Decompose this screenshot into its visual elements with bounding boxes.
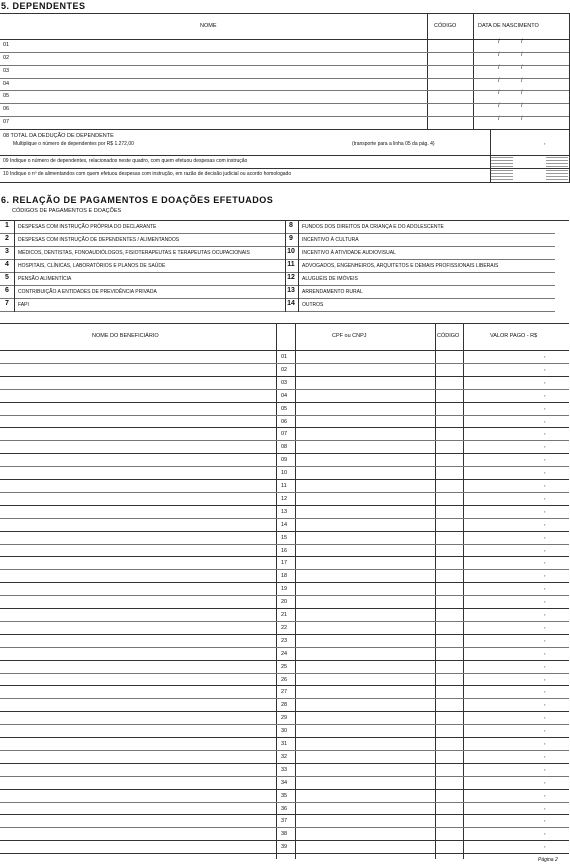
row-number: 18 bbox=[281, 573, 288, 580]
payment-row[interactable] bbox=[0, 724, 569, 737]
dependent-row[interactable] bbox=[0, 116, 569, 129]
row09-label: 09 Indique o número de dependentes, relacionados neste quadro, com quem efetuou despesas com instrução bbox=[3, 158, 248, 164]
payment-row[interactable] bbox=[0, 479, 569, 492]
row-number: 37 bbox=[281, 818, 288, 825]
row-number: 39 bbox=[281, 844, 288, 851]
payment-row[interactable] bbox=[0, 776, 569, 789]
payment-row[interactable] bbox=[0, 608, 569, 621]
row08-value-field[interactable]: , bbox=[544, 140, 546, 146]
payment-code-description: OUTROS bbox=[302, 302, 324, 308]
payment-row[interactable] bbox=[0, 466, 569, 479]
payment-code: 8 bbox=[289, 222, 293, 229]
row-number: 02 bbox=[3, 54, 10, 61]
value-comma: , bbox=[544, 559, 546, 566]
section5-title: 5. DEPENDENTES bbox=[1, 1, 86, 11]
value-comma: , bbox=[544, 830, 546, 837]
row-number: 03 bbox=[281, 379, 288, 386]
payment-row[interactable] bbox=[0, 711, 569, 724]
value-comma: , bbox=[544, 752, 546, 759]
payment-row[interactable] bbox=[0, 350, 569, 363]
date-separator: / bbox=[521, 64, 523, 71]
value-comma: , bbox=[544, 533, 546, 540]
payment-code-description: INCENTIVO À ATIVIDADE AUDIOVISUAL bbox=[302, 250, 396, 256]
payment-code: 10 bbox=[287, 248, 295, 255]
payment-row[interactable] bbox=[0, 582, 569, 595]
payment-row[interactable] bbox=[0, 492, 569, 505]
value-comma: , bbox=[544, 391, 546, 398]
payment-row[interactable] bbox=[0, 518, 569, 531]
value-comma: , bbox=[544, 611, 546, 617]
date-separator: / bbox=[521, 103, 523, 110]
payment-code-description: PENSÃO ALIMENTÍCIA bbox=[18, 276, 72, 282]
payment-row[interactable] bbox=[0, 569, 569, 582]
payment-row[interactable] bbox=[0, 389, 569, 402]
row-number: 24 bbox=[281, 650, 288, 657]
row-number: 06 bbox=[281, 418, 288, 425]
row-number: 05 bbox=[281, 405, 288, 412]
row-number: 28 bbox=[281, 702, 288, 709]
row-number: 36 bbox=[281, 805, 288, 812]
row-number: 07 bbox=[3, 119, 10, 126]
value-comma: , bbox=[544, 456, 546, 463]
value-comma: , bbox=[544, 636, 546, 643]
payment-row[interactable] bbox=[0, 685, 569, 698]
col-valor-header: VALOR PAGO - R$ bbox=[490, 333, 538, 339]
value-comma: , bbox=[544, 494, 546, 501]
payment-code-description: MÉDICOS, DENTISTAS, FONOAUDIÓLOGOS, FISIOTERAPEUTAS E TERAPEUTAS OCUPACIONAIS bbox=[18, 250, 250, 256]
row-number: 16 bbox=[281, 547, 288, 554]
payment-code-description: ARRENDAMENTO RURAL bbox=[302, 289, 363, 295]
date-separator: / bbox=[498, 103, 500, 110]
date-separator: / bbox=[498, 51, 500, 58]
payment-row[interactable] bbox=[0, 621, 569, 634]
dependent-row[interactable] bbox=[0, 65, 569, 78]
payment-row[interactable] bbox=[0, 634, 569, 647]
row-number: 04 bbox=[3, 80, 10, 87]
row-number: 01 bbox=[3, 42, 10, 48]
value-comma: , bbox=[544, 482, 546, 488]
dependent-row[interactable] bbox=[0, 90, 569, 103]
row-number: 31 bbox=[281, 741, 288, 747]
payment-code: 3 bbox=[5, 248, 9, 255]
value-comma: , bbox=[544, 546, 546, 553]
value-comma: , bbox=[544, 714, 546, 721]
date-separator: / bbox=[498, 116, 500, 123]
row-number: 23 bbox=[281, 637, 288, 644]
payment-code-description: DESPESAS COM INSTRUÇÃO PRÓPRIA DO DECLARANTE bbox=[18, 224, 157, 230]
value-comma: , bbox=[544, 688, 546, 695]
payment-row[interactable] bbox=[0, 505, 569, 518]
payment-code-description: DESPESAS COM INSTRUÇÃO DE DEPENDENTES / ALIMENTANDOS bbox=[18, 237, 180, 243]
value-comma: , bbox=[544, 791, 546, 798]
payment-row[interactable] bbox=[0, 415, 569, 428]
payment-code-description: CONTRIBUIÇÃO A ENTIDADES DE PREVIDÊNCIA PRIVADA bbox=[18, 289, 157, 295]
col-data-header: DATA DE NASCIMENTO bbox=[478, 23, 539, 29]
payment-code: 12 bbox=[287, 274, 295, 281]
value-comma: , bbox=[544, 598, 546, 605]
payment-code: 6 bbox=[5, 287, 9, 294]
page-number: Página 2 bbox=[538, 857, 558, 863]
value-comma: , bbox=[544, 765, 546, 772]
row08-sub: Multiplique o número de dependentes por R$ 1.272,00 bbox=[13, 141, 134, 147]
date-separator: / bbox=[498, 64, 500, 71]
row-number: 07 bbox=[281, 431, 288, 438]
dependent-row[interactable] bbox=[0, 52, 569, 65]
value-comma: , bbox=[544, 778, 546, 785]
payment-row[interactable] bbox=[0, 660, 569, 673]
payment-row[interactable] bbox=[0, 440, 569, 453]
payment-row[interactable] bbox=[0, 737, 569, 750]
payment-row[interactable] bbox=[0, 763, 569, 776]
col-nome-header: NOME bbox=[200, 23, 217, 29]
date-separator: / bbox=[498, 39, 500, 45]
value-comma: , bbox=[544, 843, 546, 850]
payment-row[interactable] bbox=[0, 544, 569, 557]
value-comma: , bbox=[544, 365, 546, 372]
value-comma: , bbox=[544, 585, 546, 592]
row-number: 34 bbox=[281, 779, 288, 786]
value-comma: , bbox=[544, 404, 546, 411]
row-number: 10 bbox=[281, 470, 288, 477]
section6-subtitle: CÓDIGOS DE PAGAMENTOS E DOAÇÕES bbox=[12, 208, 122, 214]
payment-row[interactable] bbox=[0, 802, 569, 815]
row-number: 22 bbox=[281, 624, 288, 631]
value-comma: , bbox=[544, 520, 546, 527]
row-number: 03 bbox=[3, 67, 10, 74]
row-number: 27 bbox=[281, 689, 288, 696]
payment-code-description: FUNDOS DOS DIREITOS DA CRIANÇA E DO ADOLESCENTE bbox=[302, 224, 444, 230]
row-number: 32 bbox=[281, 753, 288, 760]
value-comma: , bbox=[544, 469, 546, 476]
value-comma: , bbox=[544, 817, 546, 824]
value-comma: , bbox=[544, 378, 546, 385]
payment-row[interactable] bbox=[0, 750, 569, 763]
row10-label: 10 Indique o nº de alimentandos com quem efetuou despesas com instrução, em razão de decisão judicial ou acordo homologado bbox=[3, 171, 292, 177]
date-separator: / bbox=[521, 77, 523, 84]
row-number: 09 bbox=[281, 457, 288, 464]
payment-row[interactable] bbox=[0, 673, 569, 686]
row08-note: (transporte para a linha 05 da pág. 4) bbox=[352, 141, 435, 147]
row-number: 20 bbox=[281, 599, 288, 606]
value-comma: , bbox=[544, 727, 546, 734]
payment-code: 13 bbox=[287, 287, 295, 294]
payment-code: 9 bbox=[289, 235, 293, 242]
value-comma: , bbox=[544, 443, 546, 450]
dependent-row[interactable] bbox=[0, 39, 569, 52]
payment-row[interactable] bbox=[0, 453, 569, 466]
payment-code: 2 bbox=[5, 235, 9, 242]
value-comma: , bbox=[544, 623, 546, 630]
row-number: 38 bbox=[281, 831, 288, 838]
value-comma: , bbox=[544, 353, 546, 359]
payment-code: 5 bbox=[5, 274, 9, 281]
date-separator: / bbox=[498, 90, 500, 97]
payment-row[interactable] bbox=[0, 647, 569, 660]
value-comma: , bbox=[544, 430, 546, 437]
row-number: 13 bbox=[281, 508, 288, 515]
col-codigo-header: CÓDIGO bbox=[434, 23, 457, 29]
payment-row[interactable] bbox=[0, 402, 569, 415]
payment-code-description: INCENTIVO À CULTURA bbox=[302, 237, 359, 243]
payment-code-description: ADVOGADOS, ENGENHEIROS, ARQUITETOS E DEMAIS PROFISSIONAIS LIBERAIS bbox=[302, 263, 499, 269]
row-number: 02 bbox=[281, 366, 288, 373]
dependent-row[interactable] bbox=[0, 103, 569, 116]
payment-code-description: HOSPITAIS, CLÍNICAS, LABORATÓRIOS E PLANOS DE SAÚDE bbox=[18, 263, 166, 269]
date-separator: / bbox=[521, 90, 523, 97]
payment-row[interactable] bbox=[0, 698, 569, 711]
section6-title: 6. RELAÇÃO DE PAGAMENTOS E DOAÇÕES EFETUADOS bbox=[1, 195, 274, 205]
payment-code: 1 bbox=[5, 222, 9, 229]
date-separator: / bbox=[521, 51, 523, 58]
payment-row[interactable] bbox=[0, 840, 569, 853]
col-codigo-header: CÓDIGO bbox=[437, 333, 460, 339]
payment-row[interactable] bbox=[0, 595, 569, 608]
dependent-row[interactable] bbox=[0, 78, 569, 91]
payment-row[interactable] bbox=[0, 363, 569, 376]
col-beneficiario-header: NOME DO BENEFICIÁRIO bbox=[92, 333, 159, 339]
payment-row[interactable] bbox=[0, 427, 569, 440]
row-number: 19 bbox=[281, 586, 288, 593]
row-number: 25 bbox=[281, 663, 288, 670]
row-number: 30 bbox=[281, 728, 288, 735]
payment-code-description: ALUGUÉIS DE IMÓVEIS bbox=[302, 276, 358, 282]
payment-code-description: FAPI bbox=[18, 302, 29, 308]
value-comma: , bbox=[544, 417, 546, 424]
row-number: 08 bbox=[281, 444, 288, 451]
payment-row[interactable] bbox=[0, 531, 569, 544]
value-comma: , bbox=[544, 572, 546, 579]
payment-code: 4 bbox=[5, 261, 9, 268]
col-cpf-header: CPF ou CNPJ bbox=[332, 333, 367, 339]
row-number: 15 bbox=[281, 534, 288, 541]
row-number: 06 bbox=[3, 106, 10, 113]
payment-row[interactable] bbox=[0, 556, 569, 569]
payment-code: 11 bbox=[287, 261, 295, 268]
payment-row[interactable] bbox=[0, 789, 569, 802]
row-number: 33 bbox=[281, 766, 288, 773]
row-number: 05 bbox=[3, 93, 10, 100]
row-number: 04 bbox=[281, 392, 288, 399]
value-comma: , bbox=[544, 649, 546, 656]
payment-code: 7 bbox=[5, 300, 9, 307]
payment-row[interactable] bbox=[0, 814, 569, 827]
value-comma: , bbox=[544, 675, 546, 682]
row-number: 11 bbox=[281, 483, 287, 489]
payment-row[interactable] bbox=[0, 376, 569, 389]
value-comma: , bbox=[544, 740, 546, 746]
row-number: 17 bbox=[281, 560, 288, 567]
row08-label: 08 TOTAL DA DEDUÇÃO DE DEPENDENTE bbox=[3, 133, 114, 139]
payment-code: 14 bbox=[287, 300, 295, 307]
date-separator: / bbox=[498, 77, 500, 84]
value-comma: , bbox=[544, 662, 546, 669]
row-number: 26 bbox=[281, 676, 288, 683]
row-number: 29 bbox=[281, 715, 288, 722]
row-number: 01 bbox=[281, 354, 288, 360]
value-comma: , bbox=[544, 804, 546, 811]
value-comma: , bbox=[544, 507, 546, 514]
value-comma: , bbox=[544, 701, 546, 708]
row-number: 14 bbox=[281, 521, 288, 528]
row-number: 21 bbox=[281, 612, 288, 618]
date-separator: / bbox=[521, 116, 523, 123]
row-number: 12 bbox=[281, 495, 288, 502]
row-number: 35 bbox=[281, 792, 288, 799]
date-separator: / bbox=[521, 39, 523, 45]
payment-row[interactable] bbox=[0, 827, 569, 840]
